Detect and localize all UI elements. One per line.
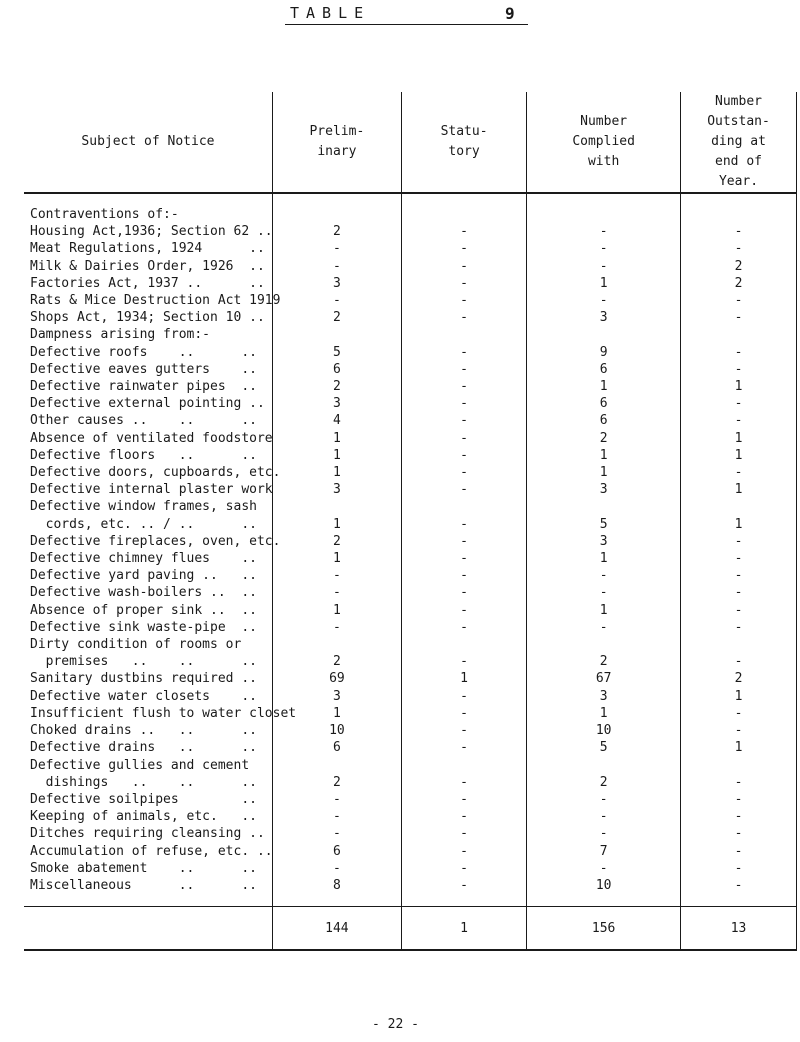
preliminary-cell: 2 <box>272 533 401 550</box>
subject-cell: Milk & Dairies Order, 1926 .. <box>30 258 265 274</box>
complied-cell: 5 <box>527 739 681 756</box>
complied-cell: 1 <box>527 447 681 464</box>
preliminary-cell: 3 <box>272 481 401 498</box>
subject-cell: Defective sink waste-pipe .. <box>30 619 257 635</box>
subject-cell: Housing Act,1936; Section 62 .. <box>30 224 273 240</box>
statutory-cell: - <box>401 584 526 601</box>
outstanding-cell: 1 <box>681 688 797 705</box>
preliminary-cell: 1 <box>272 447 401 464</box>
complied-cell: 9 <box>527 344 681 361</box>
complied-cell: 2 <box>527 653 681 670</box>
complied-cell: 3 <box>527 309 681 326</box>
outstanding-cell: 1 <box>681 430 797 447</box>
statutory-cell: - <box>401 602 526 619</box>
preliminary-cell <box>272 757 401 774</box>
statutory-cell: - <box>401 825 526 842</box>
complied-cell: 5 <box>527 516 681 533</box>
subject-cell: Accumulation of refuse, etc. .. <box>30 843 273 859</box>
complied-cell: - <box>527 258 681 275</box>
statutory-cell: - <box>401 481 526 498</box>
complied-cell: 1 <box>527 378 681 395</box>
statutory-cell: - <box>401 378 526 395</box>
outstanding-cell: - <box>681 240 797 257</box>
subject-cell: Defective floors .. .. <box>30 447 257 463</box>
outstanding-cell <box>681 326 797 343</box>
statutory-cell: - <box>401 774 526 791</box>
outstanding-cell: 2 <box>681 275 797 292</box>
table-row <box>24 567 797 584</box>
complied-cell: 1 <box>527 550 681 567</box>
subject-cell: Choked drains .. .. .. <box>30 723 257 739</box>
spacer-row <box>24 894 797 907</box>
complied-cell: 2 <box>527 774 681 791</box>
preliminary-cell: 3 <box>272 688 401 705</box>
complied-cell: - <box>527 567 681 584</box>
statutory-cell <box>401 206 526 223</box>
statutory-cell: - <box>401 395 526 412</box>
notices-table <box>24 92 797 951</box>
subject-cell: Dirty condition of rooms or <box>30 637 242 653</box>
subject-cell: Rats & Mice Destruction Act 1919 <box>30 293 281 309</box>
preliminary-cell: 1 <box>272 705 401 722</box>
outstanding-cell: - <box>681 223 797 240</box>
subject-cell: Defective eaves gutters .. <box>30 361 257 377</box>
subject-cell: Defective yard paving .. .. <box>30 568 257 584</box>
statutory-cell: - <box>401 533 526 550</box>
statutory-cell: - <box>401 722 526 739</box>
preliminary-cell: 1 <box>272 464 401 481</box>
preliminary-cell: 6 <box>272 361 401 378</box>
complied-cell <box>527 206 681 223</box>
complied-cell: - <box>527 584 681 601</box>
statutory-cell: 1 <box>401 670 526 687</box>
table-row <box>24 688 797 705</box>
table-row <box>24 602 797 619</box>
subject-cell: Absence of ventilated foodstore <box>30 430 273 446</box>
table-row <box>24 326 797 343</box>
outstanding-cell: - <box>681 705 797 722</box>
outstanding-cell: - <box>681 567 797 584</box>
statutory-cell: - <box>401 447 526 464</box>
statutory-cell: - <box>401 550 526 567</box>
table-body <box>24 193 797 894</box>
complied-cell: - <box>527 791 681 808</box>
complied-cell: 3 <box>527 481 681 498</box>
statutory-cell: - <box>401 464 526 481</box>
table-row <box>24 860 797 877</box>
statutory-cell: - <box>401 739 526 756</box>
table-row <box>24 533 797 550</box>
complied-cell: 67 <box>527 670 681 687</box>
table-row <box>24 516 797 533</box>
subject-cell: Defective wash-boilers .. .. <box>30 585 257 601</box>
header-row <box>24 92 797 193</box>
preliminary-cell <box>272 636 401 653</box>
complied-cell: - <box>527 825 681 842</box>
complied-cell <box>527 757 681 774</box>
complied-cell: 3 <box>527 533 681 550</box>
outstanding-cell: - <box>681 808 797 825</box>
table-row <box>24 447 797 464</box>
statutory-cell: - <box>401 344 526 361</box>
complied-cell: 10 <box>527 877 681 894</box>
table-title: TABLE <box>290 4 371 22</box>
complied-cell: - <box>527 292 681 309</box>
outstanding-cell: 2 <box>681 670 797 687</box>
subject-cell: Defective rainwater pipes .. <box>30 379 257 395</box>
subject-cell: Dampness arising from:- <box>30 327 211 343</box>
table-row <box>24 309 797 326</box>
statutory-cell: - <box>401 292 526 309</box>
preliminary-cell: - <box>272 860 401 877</box>
statutory-cell: - <box>401 619 526 636</box>
outstanding-cell: - <box>681 843 797 860</box>
preliminary-cell: 3 <box>272 395 401 412</box>
outstanding-cell: - <box>681 791 797 808</box>
preliminary-cell <box>272 326 401 343</box>
statutory-cell: - <box>401 516 526 533</box>
complied-cell: - <box>527 223 681 240</box>
statutory-cell: - <box>401 258 526 275</box>
preliminary-cell: 69 <box>272 670 401 687</box>
statutory-cell: - <box>401 808 526 825</box>
outstanding-cell: - <box>681 550 797 567</box>
statutory-cell: - <box>401 309 526 326</box>
complied-cell: - <box>527 619 681 636</box>
statutory-cell: - <box>401 567 526 584</box>
statutory-cell: - <box>401 412 526 429</box>
table-row <box>24 498 797 515</box>
outstanding-cell: 1 <box>681 378 797 395</box>
preliminary-cell: 10 <box>272 722 401 739</box>
outstanding-cell: - <box>681 309 797 326</box>
subject-cell: Shops Act, 1934; Section 10 .. <box>30 310 265 326</box>
table-row <box>24 739 797 756</box>
table-row <box>24 206 797 223</box>
outstanding-cell: - <box>681 877 797 894</box>
outstanding-cell: 2 <box>681 258 797 275</box>
col-preliminary-header: Prelim- inary <box>272 92 401 193</box>
subject-cell: Defective drains .. .. <box>30 740 257 756</box>
preliminary-cell: - <box>272 584 401 601</box>
table-row <box>24 808 797 825</box>
table-row <box>24 843 797 860</box>
table-row <box>24 757 797 774</box>
preliminary-cell: - <box>272 808 401 825</box>
statutory-cell <box>401 326 526 343</box>
preliminary-cell: - <box>272 292 401 309</box>
subject-cell: Ditches requiring cleansing .. <box>30 826 265 842</box>
outstanding-cell <box>681 757 797 774</box>
outstanding-cell: - <box>681 860 797 877</box>
statutory-cell: - <box>401 430 526 447</box>
col-outstanding-header: Number Outstan- ding at end of Year. <box>681 92 797 193</box>
table-row <box>24 378 797 395</box>
preliminary-cell: 4 <box>272 412 401 429</box>
table-row <box>24 653 797 670</box>
subject-cell: Meat Regulations, 1924 .. <box>30 241 265 257</box>
table-row <box>24 395 797 412</box>
preliminary-cell: 2 <box>272 774 401 791</box>
statutory-cell <box>401 757 526 774</box>
preliminary-cell: 2 <box>272 309 401 326</box>
preliminary-cell: 1 <box>272 550 401 567</box>
statutory-cell: - <box>401 275 526 292</box>
total-outstanding: 13 <box>681 907 797 951</box>
table-row <box>24 791 797 808</box>
preliminary-cell: - <box>272 240 401 257</box>
table-row <box>24 481 797 498</box>
outstanding-cell: - <box>681 602 797 619</box>
table-row <box>24 705 797 722</box>
complied-cell <box>527 636 681 653</box>
table-row <box>24 464 797 481</box>
complied-cell: - <box>527 860 681 877</box>
table-row <box>24 412 797 429</box>
subject-cell: Defective chimney flues .. <box>30 551 257 567</box>
preliminary-cell <box>272 206 401 223</box>
complied-cell: 1 <box>527 705 681 722</box>
complied-cell <box>527 326 681 343</box>
subject-cell: Keeping of animals, etc. .. <box>30 809 257 825</box>
outstanding-cell: - <box>681 412 797 429</box>
preliminary-cell: 8 <box>272 877 401 894</box>
preliminary-cell: - <box>272 258 401 275</box>
preliminary-cell: 6 <box>272 843 401 860</box>
outstanding-cell: 1 <box>681 481 797 498</box>
outstanding-cell: - <box>681 395 797 412</box>
subject-cell: Defective window frames, sash <box>30 499 257 515</box>
subject-cell: dishings .. .. .. <box>30 774 257 790</box>
table-row <box>24 877 797 894</box>
statutory-cell: - <box>401 860 526 877</box>
preliminary-cell: 1 <box>272 430 401 447</box>
complied-cell: 1 <box>527 602 681 619</box>
spacer-row <box>24 193 797 206</box>
statutory-cell <box>401 636 526 653</box>
complied-cell: 6 <box>527 395 681 412</box>
table-row <box>24 292 797 309</box>
subject-cell: cords, etc. .. / .. .. <box>30 516 257 532</box>
col-statutory-header: Statu- tory <box>401 92 526 193</box>
preliminary-cell: - <box>272 619 401 636</box>
preliminary-cell: - <box>272 825 401 842</box>
outstanding-cell: - <box>681 722 797 739</box>
outstanding-cell: - <box>681 825 797 842</box>
preliminary-cell: 2 <box>272 378 401 395</box>
subject-cell: premises .. .. .. <box>30 654 257 670</box>
outstanding-cell <box>681 206 797 223</box>
statutory-cell: - <box>401 361 526 378</box>
subject-cell: Factories Act, 1937 .. .. <box>30 275 265 291</box>
table-row <box>24 670 797 687</box>
outstanding-cell: - <box>681 584 797 601</box>
subject-cell: Insufficient flush to water closet <box>30 705 297 721</box>
subject-cell: Defective external pointing .. <box>30 396 265 412</box>
table-row <box>24 223 797 240</box>
statutory-cell: - <box>401 653 526 670</box>
preliminary-cell: 1 <box>272 602 401 619</box>
table-row <box>24 722 797 739</box>
table-row <box>24 258 797 275</box>
subject-cell: Miscellaneous .. .. <box>30 877 257 893</box>
totals-label-cell <box>24 907 272 951</box>
table-row <box>24 361 797 378</box>
table-row <box>24 344 797 361</box>
col-subject-header: Subject of Notice <box>24 92 272 193</box>
subject-cell: Smoke abatement .. .. <box>30 860 257 876</box>
table-row <box>24 584 797 601</box>
complied-cell: 1 <box>527 464 681 481</box>
table-number: 9 <box>505 4 515 23</box>
outstanding-cell <box>681 498 797 515</box>
table-row <box>24 619 797 636</box>
total-preliminary: 144 <box>272 907 401 951</box>
table-row <box>24 430 797 447</box>
statutory-cell: - <box>401 240 526 257</box>
complied-cell: 6 <box>527 361 681 378</box>
subject-cell: Defective doors, cupboards, etc. <box>30 465 281 481</box>
preliminary-cell: - <box>272 567 401 584</box>
outstanding-cell: - <box>681 619 797 636</box>
complied-cell <box>527 498 681 515</box>
subject-cell: Other causes .. .. .. <box>30 413 257 429</box>
title-underline <box>285 24 528 25</box>
complied-cell: - <box>527 240 681 257</box>
statutory-cell <box>401 498 526 515</box>
outstanding-cell: 1 <box>681 516 797 533</box>
preliminary-cell: 2 <box>272 653 401 670</box>
preliminary-cell: 5 <box>272 344 401 361</box>
statutory-cell: - <box>401 223 526 240</box>
preliminary-cell: 1 <box>272 516 401 533</box>
complied-cell: 7 <box>527 843 681 860</box>
statutory-cell: - <box>401 877 526 894</box>
table-row <box>24 240 797 257</box>
outstanding-cell <box>681 636 797 653</box>
subject-cell: Defective fireplaces, oven, etc. <box>30 533 281 549</box>
subject-cell: Defective water closets .. <box>30 688 257 704</box>
preliminary-cell: 6 <box>272 739 401 756</box>
complied-cell: 6 <box>527 412 681 429</box>
subject-cell: Contraventions of:- <box>30 207 179 222</box>
totals-row <box>24 907 797 951</box>
outstanding-cell: - <box>681 533 797 550</box>
table-row <box>24 550 797 567</box>
statutory-cell: - <box>401 843 526 860</box>
table-row <box>24 636 797 653</box>
table-row <box>24 774 797 791</box>
complied-cell: 2 <box>527 430 681 447</box>
outstanding-cell: 1 <box>681 447 797 464</box>
preliminary-cell <box>272 498 401 515</box>
statutory-cell: - <box>401 791 526 808</box>
preliminary-cell: 2 <box>272 223 401 240</box>
complied-cell: 10 <box>527 722 681 739</box>
outstanding-cell: - <box>681 292 797 309</box>
complied-cell: 1 <box>527 275 681 292</box>
outstanding-cell: - <box>681 774 797 791</box>
subject-cell: Defective roofs .. .. <box>30 344 257 360</box>
subject-cell: Absence of proper sink .. .. <box>30 602 257 618</box>
total-complied: 156 <box>527 907 681 951</box>
outstanding-cell: 1 <box>681 739 797 756</box>
page-number: - 22 - <box>372 1017 419 1032</box>
table-row <box>24 275 797 292</box>
statutory-cell: - <box>401 705 526 722</box>
complied-cell: 3 <box>527 688 681 705</box>
outstanding-cell: - <box>681 344 797 361</box>
total-statutory: 1 <box>401 907 526 951</box>
subject-cell: Defective soilpipes .. <box>30 791 257 807</box>
subject-cell: Defective gullies and cement <box>30 757 250 773</box>
outstanding-cell: - <box>681 361 797 378</box>
preliminary-cell: - <box>272 791 401 808</box>
table-row <box>24 825 797 842</box>
complied-cell: - <box>527 808 681 825</box>
subject-cell: Defective internal plaster work <box>30 482 273 498</box>
preliminary-cell: 3 <box>272 275 401 292</box>
col-complied-header: Number Complied with <box>527 92 681 193</box>
subject-cell: Sanitary dustbins required .. <box>30 671 257 687</box>
outstanding-cell: - <box>681 653 797 670</box>
outstanding-cell: - <box>681 464 797 481</box>
statutory-cell: - <box>401 688 526 705</box>
